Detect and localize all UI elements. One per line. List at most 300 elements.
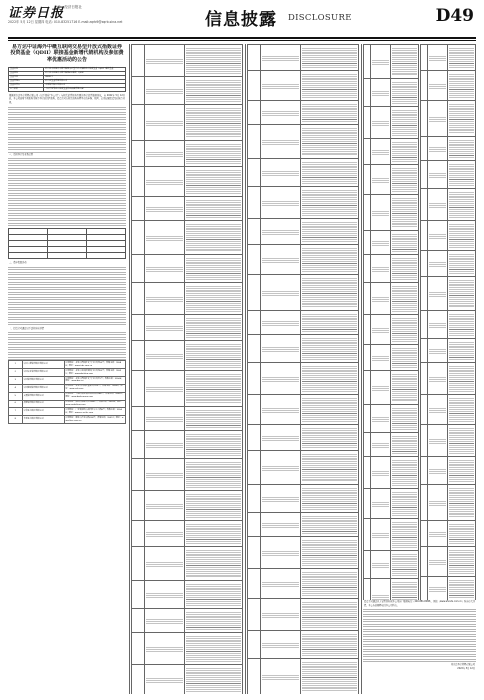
text-lines xyxy=(262,55,299,61)
agency-list-row xyxy=(364,489,419,519)
row-number-cell xyxy=(364,139,371,165)
agency-list-row xyxy=(364,107,419,139)
agency-detail-cell xyxy=(300,125,358,159)
agency-list-table xyxy=(420,44,476,694)
text-lines xyxy=(146,386,183,392)
agency-list-row xyxy=(421,251,476,277)
agency-list-row xyxy=(248,569,359,599)
text-lines xyxy=(146,416,183,422)
row-number-cell xyxy=(132,609,145,633)
agency-detail-cell xyxy=(300,569,358,599)
agency-list-row xyxy=(132,197,243,221)
agency-detail: 注册地址：广东省深圳市福田区中心三路8号；客服电话：95548；网址：www.cs.ecitic.com xyxy=(64,408,125,416)
body-text-block xyxy=(8,156,126,226)
text-lines xyxy=(186,373,241,404)
agency-list-row xyxy=(248,599,359,631)
agency-detail: 注册地址：北京市西城区复兴门内大街55号；客服电话：95588；网址：www.icbc.com.cn xyxy=(64,361,125,369)
column-divider xyxy=(129,44,130,694)
row-number-cell xyxy=(421,457,428,485)
agency-detail-cell xyxy=(184,407,242,431)
agency-detail-cell xyxy=(184,521,242,547)
agency-detail-cell xyxy=(184,255,242,283)
agency-name-cell xyxy=(428,521,448,547)
agency-detail-cell xyxy=(447,339,475,363)
agency-name-cell xyxy=(261,71,301,101)
agency-detail-cell xyxy=(447,45,475,71)
text-lines xyxy=(146,151,183,157)
row-number-cell xyxy=(248,159,261,187)
column-divider xyxy=(361,44,362,694)
text-lines xyxy=(429,55,446,61)
agency-list-row xyxy=(248,159,359,187)
body-text-block xyxy=(363,607,476,663)
agency-table xyxy=(8,360,126,424)
agency-name-cell xyxy=(145,167,185,197)
agency-detail-cell xyxy=(300,631,358,659)
text-lines xyxy=(186,285,241,312)
row-number-cell xyxy=(248,311,261,335)
agency-name-cell xyxy=(145,581,185,609)
agency-detail-cell xyxy=(300,335,358,363)
closing-block xyxy=(363,600,476,694)
agency-list-row xyxy=(364,231,419,255)
agency-name-cell xyxy=(261,311,301,335)
agency-number: 3 xyxy=(9,377,23,385)
agency-detail-cell xyxy=(390,433,418,457)
agency-name-cell xyxy=(261,45,301,71)
text-lines xyxy=(372,442,389,448)
agency-name-cell xyxy=(145,141,185,167)
text-lines xyxy=(392,81,417,104)
text-lines xyxy=(392,553,417,576)
agency-list-row xyxy=(248,71,359,101)
agency-name-cell xyxy=(145,665,185,695)
agency-name-cell xyxy=(371,107,391,139)
agency-detail-cell xyxy=(447,71,475,101)
text-lines xyxy=(449,253,474,274)
agency-detail-cell xyxy=(390,519,418,551)
text-lines xyxy=(429,116,446,122)
info-value: 《公开募集证券投资基金信息披露管理办法》 xyxy=(44,87,126,91)
text-lines xyxy=(392,373,417,402)
text-lines xyxy=(392,47,417,76)
agency-name-cell xyxy=(145,315,185,341)
agency-number: 4 xyxy=(9,384,23,392)
agency-list-row xyxy=(132,221,243,255)
agency-detail-cell xyxy=(447,311,475,339)
text-lines xyxy=(146,592,183,598)
text-lines xyxy=(302,313,357,332)
row-number-cell xyxy=(421,277,428,311)
agency-name-cell xyxy=(428,339,448,363)
info-key: 基金托管人 xyxy=(9,83,44,87)
agency-detail-cell xyxy=(184,581,242,609)
agency-detail-cell xyxy=(300,513,358,537)
row-number-cell xyxy=(364,79,371,107)
text-lines xyxy=(302,277,357,308)
row-number-cell xyxy=(248,425,261,451)
row-number-cell xyxy=(364,489,371,519)
row-number-cell xyxy=(132,633,145,665)
info-key: 基金代码 xyxy=(9,75,44,79)
agency-name-cell xyxy=(371,433,391,457)
agency-name: 中国工商银行股份有限公司 xyxy=(22,361,64,369)
text-lines xyxy=(372,266,389,272)
agency-number: 8 xyxy=(9,416,23,424)
text-lines xyxy=(302,73,357,98)
agency-name-cell xyxy=(145,633,185,665)
agency-number: 2 xyxy=(9,369,23,377)
section-heading-1: 一、适用基金及业务范围 xyxy=(9,152,34,156)
text-lines xyxy=(302,221,357,242)
agency-name-cell xyxy=(428,395,448,425)
agency-list-row xyxy=(421,547,476,577)
text-lines xyxy=(302,661,357,692)
text-lines xyxy=(146,646,183,652)
text-lines xyxy=(449,397,474,422)
info-value: 易方达中证海外中概互联网交易型开放式指数证券投资基金（QDII）联接基金 xyxy=(44,67,126,71)
agency-name-cell xyxy=(428,161,448,189)
agency-detail-cell xyxy=(300,71,358,101)
text-lines xyxy=(392,491,417,516)
text-lines xyxy=(262,550,299,556)
agency-list-row xyxy=(132,633,243,665)
row-number-cell xyxy=(421,339,428,363)
text-lines xyxy=(449,191,474,218)
agency-name-cell xyxy=(145,431,185,459)
text-lines xyxy=(186,433,241,456)
row-number-cell xyxy=(364,371,371,405)
agency-detail-cell xyxy=(300,395,358,425)
agency-number: 6 xyxy=(9,400,23,408)
text-lines xyxy=(302,47,357,68)
agency-name-cell xyxy=(371,255,391,283)
text-lines xyxy=(146,561,183,567)
row-number-cell xyxy=(132,491,145,521)
text-lines xyxy=(429,202,446,208)
agency-list-row xyxy=(364,519,419,551)
row-number-cell xyxy=(248,537,261,569)
text-lines xyxy=(372,562,389,568)
text-lines xyxy=(449,487,474,518)
text-lines xyxy=(146,531,183,537)
text-lines xyxy=(302,633,357,656)
agency-list-row xyxy=(421,425,476,457)
section-title-en: DISCLOSURE xyxy=(288,13,352,23)
agency-name-cell xyxy=(145,105,185,141)
agency-list-row xyxy=(132,521,243,547)
text-lines xyxy=(429,322,446,328)
fee-cell xyxy=(87,253,126,259)
agency-name-cell xyxy=(145,547,185,581)
agency-name-cell xyxy=(261,537,301,569)
text-lines xyxy=(429,531,446,537)
row-number-cell xyxy=(248,125,261,159)
row-number-cell xyxy=(421,251,428,277)
agency-detail-cell xyxy=(447,395,475,425)
text-lines xyxy=(372,327,389,333)
text-lines xyxy=(372,240,389,246)
row-number-cell xyxy=(421,221,428,251)
text-lines xyxy=(146,58,183,64)
text-lines xyxy=(392,167,417,192)
text-lines xyxy=(146,296,183,302)
text-lines xyxy=(262,465,299,471)
row-number-cell xyxy=(364,433,371,457)
agency-detail-cell xyxy=(447,363,475,395)
agency-list-row xyxy=(248,451,359,485)
text-lines xyxy=(429,559,446,565)
agency-list-row xyxy=(421,457,476,485)
agency-name-cell xyxy=(428,311,448,339)
text-lines xyxy=(449,365,474,392)
agency-list-row xyxy=(364,139,419,165)
text-lines xyxy=(449,47,474,68)
agency-list-row xyxy=(364,255,419,283)
agency-list-row xyxy=(421,395,476,425)
text-lines xyxy=(372,501,389,507)
text-lines xyxy=(429,407,446,413)
agency-detail-cell xyxy=(184,665,242,695)
agency-detail-cell xyxy=(300,485,358,513)
agency-row xyxy=(9,384,126,392)
agency-detail-cell xyxy=(184,609,242,633)
text-lines xyxy=(146,120,183,126)
row-number-cell xyxy=(421,311,428,339)
text-lines xyxy=(186,317,241,338)
agency-name-cell xyxy=(371,457,391,489)
text-lines xyxy=(449,223,474,248)
agency-list-row xyxy=(421,221,476,251)
agency-detail-cell xyxy=(390,231,418,255)
agency-list-row xyxy=(248,659,359,695)
row-number-cell xyxy=(132,105,145,141)
row-number-cell xyxy=(132,141,145,167)
row-number-cell xyxy=(132,371,145,407)
agency-name-cell xyxy=(145,77,185,105)
agency-detail-cell xyxy=(447,189,475,221)
agency-detail-cell xyxy=(390,255,418,283)
text-lines xyxy=(146,235,183,241)
agency-list-row xyxy=(248,187,359,219)
agency-detail-cell xyxy=(447,577,475,601)
agency-detail-cell xyxy=(184,167,242,197)
agency-name-cell xyxy=(371,489,391,519)
agency-list-row xyxy=(132,431,243,459)
text-lines xyxy=(449,139,474,158)
header-rule-thin xyxy=(8,40,476,41)
text-lines xyxy=(186,107,241,138)
agency-name-cell xyxy=(428,221,448,251)
agency-name-cell xyxy=(371,165,391,195)
text-lines xyxy=(392,285,417,312)
text-lines xyxy=(392,109,417,136)
agency-name-cell xyxy=(145,407,185,431)
text-lines xyxy=(429,261,446,267)
agency-name-cell xyxy=(261,101,301,125)
text-lines xyxy=(146,472,183,478)
text-lines xyxy=(302,427,357,448)
row-number-cell xyxy=(364,195,371,231)
agency-list-row xyxy=(421,363,476,395)
agency-list-row xyxy=(421,521,476,547)
agency-detail: 注册地址：北京市东城区建国门内大街69号；客服电话：95599；网址：www.abchina.com xyxy=(64,369,125,377)
agency-list-row xyxy=(421,189,476,221)
agency-list-row xyxy=(132,341,243,371)
agency-name-cell xyxy=(145,197,185,221)
fee-table xyxy=(8,228,126,259)
agency-name: 中信证券股份有限公司 xyxy=(22,408,64,416)
agency-name-cell xyxy=(371,283,391,315)
row-number-cell xyxy=(421,71,428,101)
agency-list-row xyxy=(364,371,419,405)
agency-number: 7 xyxy=(9,408,23,416)
agency-list-row xyxy=(421,577,476,601)
row-number-cell xyxy=(421,101,428,137)
text-lines xyxy=(372,532,389,538)
agency-detail-cell xyxy=(300,659,358,695)
text-lines xyxy=(262,522,299,528)
row-number-cell xyxy=(132,581,145,609)
agency-detail-cell xyxy=(184,141,242,167)
text-lines xyxy=(372,59,389,65)
info-key: 基金简称 xyxy=(9,71,44,75)
agency-detail-cell xyxy=(184,315,242,341)
agency-list-row xyxy=(421,161,476,189)
agency-detail-cell xyxy=(300,311,358,335)
announcement-intro: 根据易方达基金管理有限公司（以下简称“本公司”）与相关销售机构签署的基金销售服务协议，自 2022年 5月 12日起，本公司新增下列机构为旗下基金的销售机构，投资者可在相关机构办理基金的申购、赎回、定期定额投资及转换等业务。 xyxy=(9,93,125,105)
row-number-cell xyxy=(248,363,261,395)
agency-list-row xyxy=(132,141,243,167)
agency-row xyxy=(9,408,126,416)
agency-detail-cell xyxy=(300,425,358,451)
header-rule xyxy=(8,37,476,39)
agency-list-row xyxy=(364,433,419,457)
agency-list-row xyxy=(248,275,359,311)
fee-cell xyxy=(9,253,48,259)
agency-list-row xyxy=(364,79,419,107)
agency-list-row xyxy=(364,45,419,79)
page-number: D49 xyxy=(435,6,474,26)
row-number-cell xyxy=(421,45,428,71)
agency-detail-cell xyxy=(447,101,475,137)
agency-name-cell xyxy=(145,459,185,491)
row-number-cell xyxy=(248,335,261,363)
agency-name-cell xyxy=(261,425,301,451)
agency-name-cell xyxy=(261,335,301,363)
row-number-cell xyxy=(248,45,261,71)
agency-number: 5 xyxy=(9,392,23,400)
row-number-cell xyxy=(132,407,145,431)
text-lines xyxy=(392,141,417,162)
agency-detail-cell xyxy=(184,459,242,491)
row-number-cell xyxy=(248,569,261,599)
row-number-cell xyxy=(421,547,428,577)
agency-name-cell xyxy=(261,363,301,395)
text-lines xyxy=(186,343,241,368)
agency-detail-cell xyxy=(390,283,418,315)
agency-list-row xyxy=(421,45,476,71)
agency-name-cell xyxy=(428,277,448,311)
body-text-block xyxy=(8,265,126,327)
body-text-block xyxy=(8,330,126,360)
row-number-cell xyxy=(248,631,261,659)
agency-detail-cell xyxy=(447,521,475,547)
text-lines xyxy=(302,397,357,422)
agency-name: 华泰证券股份有限公司 xyxy=(22,416,64,424)
text-lines xyxy=(372,149,389,155)
agency-name-cell xyxy=(261,569,301,599)
agency-detail-cell xyxy=(390,371,418,405)
text-lines xyxy=(186,549,241,578)
agency-detail-cell xyxy=(390,457,418,489)
agency-detail-cell xyxy=(184,283,242,315)
agency-name-cell xyxy=(371,345,391,371)
text-lines xyxy=(392,257,417,280)
row-number-cell xyxy=(364,551,371,579)
agency-list-table xyxy=(131,44,243,694)
agency-row xyxy=(9,361,126,369)
agency-list-row xyxy=(248,363,359,395)
text-lines xyxy=(186,461,241,488)
agency-name-cell xyxy=(428,425,448,457)
text-lines xyxy=(146,618,183,624)
agency-detail-cell xyxy=(447,425,475,457)
date-contact-line: 2022年 5月 12日 星期四 电话: 010-83251716 E-mail:zqrb9@zqrb.sina.net xyxy=(8,20,123,24)
agency-name-cell xyxy=(428,457,448,485)
info-value: 易方达中证海外中概互联网ETF联接（QDII） xyxy=(44,71,126,75)
text-lines xyxy=(372,594,389,600)
agency-name-cell xyxy=(145,491,185,521)
section-title: 信息披露 xyxy=(205,10,277,30)
agency-name: 中国建设银行股份有限公司 xyxy=(22,384,64,392)
text-lines xyxy=(372,416,389,422)
agency-name: 中国银行股份有限公司 xyxy=(22,377,64,385)
masthead xyxy=(0,0,484,42)
agency-detail-cell xyxy=(184,341,242,371)
info-key: 基金名称 xyxy=(9,67,44,71)
agency-name-cell xyxy=(261,513,301,537)
row-number-cell xyxy=(421,161,428,189)
text-lines xyxy=(372,210,389,216)
row-number-cell xyxy=(132,77,145,105)
text-lines xyxy=(186,409,241,428)
agency-detail-cell xyxy=(390,551,418,579)
text-lines xyxy=(262,139,299,145)
agency-detail-cell xyxy=(447,457,475,485)
agency-list-row xyxy=(421,137,476,161)
agency-name-cell xyxy=(428,577,448,601)
text-lines xyxy=(429,233,446,239)
text-lines xyxy=(186,199,241,218)
text-lines xyxy=(262,200,299,206)
agency-list-row xyxy=(248,311,359,335)
text-lines xyxy=(146,88,183,94)
text-lines xyxy=(146,266,183,272)
agency-name-cell xyxy=(145,371,185,407)
text-lines xyxy=(262,110,299,116)
agency-list-row xyxy=(248,395,359,425)
agency-detail-cell xyxy=(300,599,358,631)
agency-list-row xyxy=(248,513,359,537)
text-lines xyxy=(302,539,357,566)
newspaper-logo: 证券日报 xyxy=(8,6,65,21)
agency-list-row xyxy=(248,101,359,125)
text-lines xyxy=(262,257,299,263)
agency-list-row xyxy=(132,105,243,141)
text-lines xyxy=(146,179,183,185)
text-lines xyxy=(449,313,474,336)
